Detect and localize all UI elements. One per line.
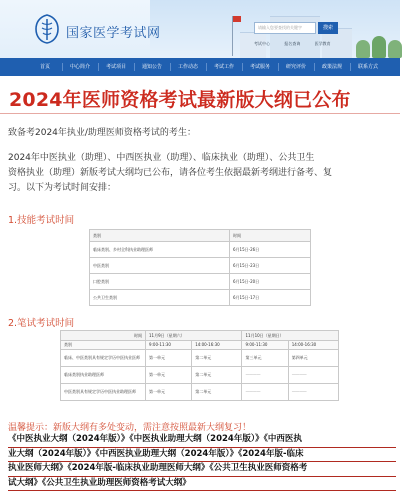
table-cell: 中医类别 [90, 258, 230, 274]
table-cell: 公共卫生类别 [90, 290, 230, 306]
skill-exam-table [89, 229, 311, 306]
table-cell: 口腔类别 [90, 274, 230, 290]
greeting-text: 致备考2024年执业/助理医师资格考试的考生： [8, 125, 196, 138]
nav-item-notices[interactable]: 通知公告 [136, 58, 168, 76]
nav-item-research[interactable]: 研究评价 [280, 58, 312, 76]
nav-item-work-news[interactable]: 工作动态 [172, 58, 204, 76]
table-cell: ———— [288, 384, 338, 401]
table-header-cell: 类别 [90, 230, 230, 242]
top-link-registration[interactable]: 报名查询 [284, 41, 300, 46]
table-header-cell: 14:00-16:30 [288, 341, 338, 350]
table-header-cell: 11月10日（星期日） [242, 331, 339, 341]
table-header-row [61, 331, 339, 341]
table-row [90, 242, 311, 258]
table-cell: ———— [242, 367, 288, 384]
intro-line: 2024年中医执业（助理）、中西医执业（助理）、临床执业（助理）、公共卫生 [8, 151, 398, 166]
written-exam-table [60, 330, 339, 401]
table-cell: 临床类别、乡村全科执业助理医师 [90, 242, 230, 258]
table-row [61, 384, 339, 401]
table-cell: 6月15日-20日 [230, 274, 311, 290]
nav-item-about[interactable]: 中心简介 [64, 58, 96, 76]
table-header-row [90, 230, 311, 242]
section-heading-skill-exam: 1.技能考试时间 [8, 212, 74, 226]
nav-item-contact[interactable]: 联系方式 [352, 58, 384, 76]
table-header-cell: 11月9日（星期六） [146, 331, 242, 341]
table-header-cell: 9:00-11:30 [242, 341, 288, 350]
intro-paragraph [8, 151, 398, 196]
table-cell: ———— [288, 367, 338, 384]
section-heading-written-exam: 2.笔试考试时间 [8, 315, 74, 329]
table-cell: 第一单元 [146, 367, 192, 384]
table-cell: 临床类别执业助理医师 [61, 367, 146, 384]
table-cell: 第一单元 [146, 350, 192, 367]
table-cell: 第三单元 [242, 350, 288, 367]
table-cell: ———— [242, 384, 288, 401]
table-cell: 第二单元 [192, 384, 242, 401]
main-nav [0, 58, 400, 76]
table-row [61, 350, 339, 367]
nav-item-exam-work[interactable]: 考试工作 [208, 58, 240, 76]
header-banner [0, 0, 400, 58]
syllabus-links [8, 433, 396, 491]
table-cell: 第二单元 [192, 367, 242, 384]
search-button[interactable]: 搜索 [318, 22, 338, 34]
syllabus-link-line[interactable]: 执业医师大纲》《2024年版-临床执业助理医师大纲》《公共卫生执业医师资格考 [8, 462, 396, 477]
syllabus-link-line[interactable]: 《中医执业大纲（2024年版）》《中医执业助理大纲（2024年版）》《中西医执 [8, 433, 396, 448]
top-link-medical-education[interactable]: 医学教育 [315, 41, 331, 46]
tip-text: 温馨提示：新版大纲有多处变动，需注意按照最新大纲复习！ [8, 420, 251, 433]
title-divider [0, 113, 400, 114]
table-cell: 临床、中医类别具有规定学历中医执业医师 [61, 350, 146, 367]
table-header-cell: 9:00-11:30 [146, 341, 192, 350]
table-row [90, 290, 311, 306]
table-cell: 第二单元 [192, 350, 242, 367]
table-row [90, 258, 311, 274]
intro-line: 资格执业（助理）新版考试大纲均已公布，请各位考生依据最新考纲进行备考、复 [8, 166, 398, 181]
table-cell: 第四单元 [288, 350, 338, 367]
table-row [61, 367, 339, 384]
table-header-cell: 14:00-16:30 [192, 341, 242, 350]
table-header-cell: 时间 [230, 230, 311, 242]
table-header-cell: 时间 [61, 331, 146, 341]
page-title: 2024年医师资格考试最新版大纲已公布 [9, 85, 393, 112]
nav-item-home[interactable]: 首页 [30, 58, 60, 76]
top-link-exam-center[interactable]: 考试中心 [254, 41, 270, 46]
table-cell: 6月15日-23日 [230, 258, 311, 274]
table-cell: 6月15日-26日 [230, 242, 311, 258]
nav-item-exam-service[interactable]: 考试服务 [244, 58, 276, 76]
search-input[interactable]: 请输入您要查找的关键字 [254, 22, 316, 34]
nav-item-exam-projects[interactable]: 考试项目 [100, 58, 132, 76]
table-subheader-row [61, 341, 339, 350]
table-cell: 第一单元 [146, 384, 192, 401]
site-name[interactable]: 国家医学考试网 [66, 22, 161, 41]
site-logo-icon[interactable] [34, 14, 60, 44]
nav-item-policy[interactable]: 政策法规 [316, 58, 348, 76]
top-links [254, 41, 344, 47]
syllabus-link-line[interactable]: 试大纲》《公共卫生执业助理医师资格考试大纲》 [8, 477, 396, 491]
intro-line: 习。以下为考试时间安排： [8, 181, 398, 196]
table-row [90, 274, 311, 290]
table-header-cell: 类别 [61, 341, 146, 350]
table-cell: 6月15日-17日 [230, 290, 311, 306]
table-cell: 中医类别具有规定学历中医执业助理医师 [61, 384, 146, 401]
syllabus-link-line[interactable]: 业大纲（2024年版）》《中西医执业助理大纲（2024年版）》《2024年版-临床 [8, 448, 396, 463]
